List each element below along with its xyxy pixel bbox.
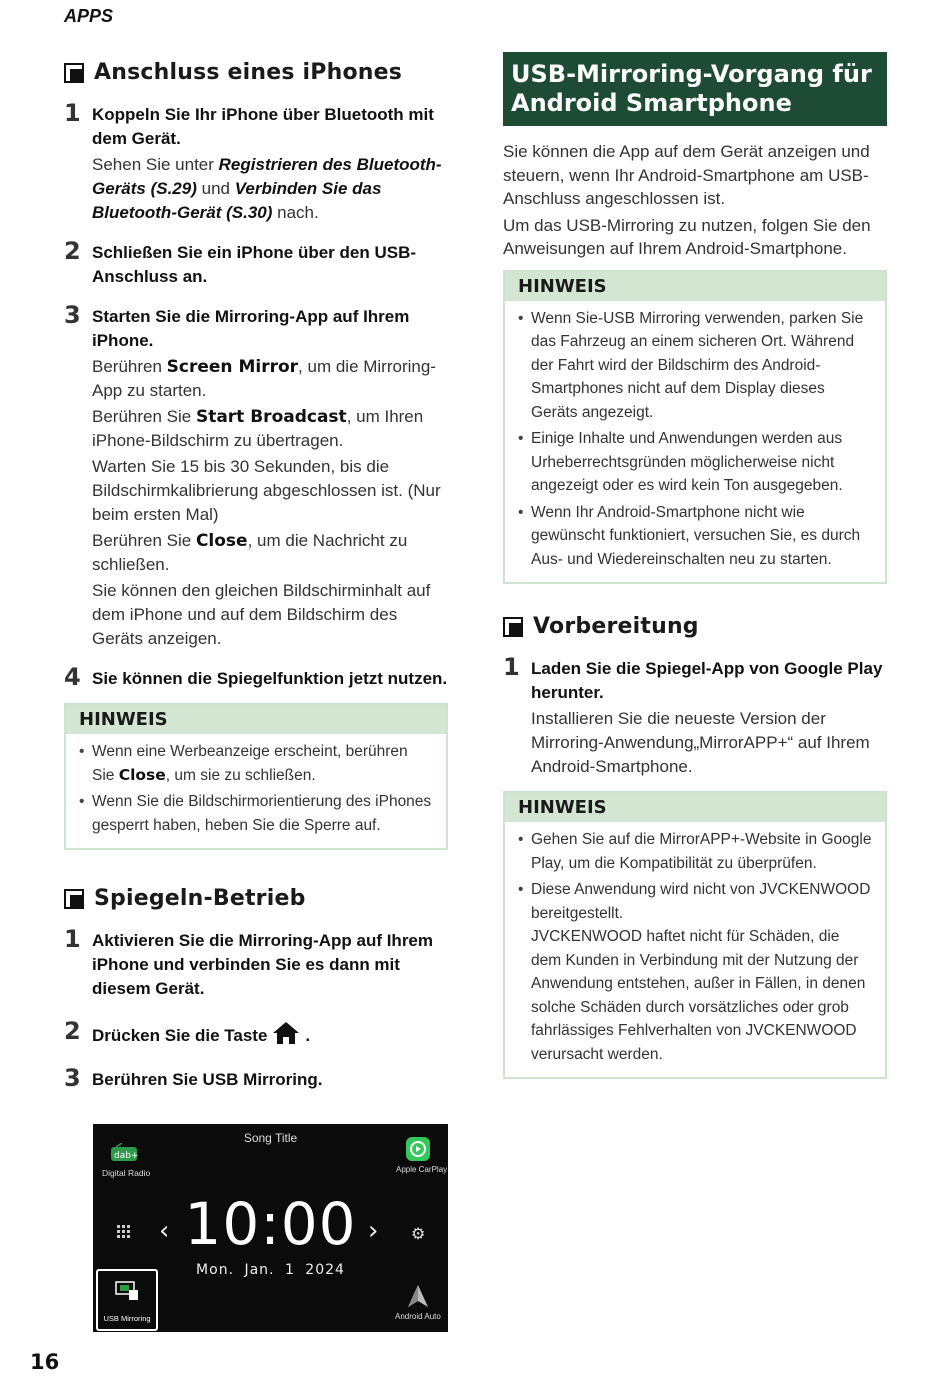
text: Berühren Sie	[92, 1070, 203, 1089]
step-title	[92, 1021, 448, 1052]
step-title: Laden Sie die Spiegel-App von Google Play herunter.	[531, 659, 883, 702]
note-item: • Wenn Ihr Android-Smartphone nicht wie gewünscht funktioniert, versuchen Sie, es durch Aus- und Wiedereinschalten neu zu starten.	[517, 501, 873, 572]
note-item: • Wenn Sie-USB Mirroring verwenden, parken Sie das Fahrzeug an einem sicheren Ort. Während der Fahrt wird der Bildschirm des Android-Smartphones nicht auf dem Display dieses Geräts angezeigt.	[517, 307, 873, 425]
step-4	[64, 663, 448, 691]
arrow-left-icon[interactable]: ‹	[159, 1216, 170, 1246]
text: Berühren Sie	[92, 407, 196, 426]
text: .	[305, 1026, 311, 1045]
step-title	[92, 1068, 448, 1092]
dab-radio-icon[interactable]	[110, 1143, 140, 1163]
section-square-icon	[64, 889, 84, 909]
text: Berühren	[92, 357, 167, 376]
android-auto-label: Android Auto	[395, 1312, 441, 1321]
step-2	[64, 1017, 448, 1052]
arrow-right-icon[interactable]: ›	[368, 1216, 379, 1246]
note-item: • Gehen Sie auf die MirrorAPP+-Website in Google Play, um die Kompatibilität zu überprüfen.	[517, 828, 873, 875]
note-heading: HINWEIS	[505, 272, 885, 301]
step-number: 3	[64, 1064, 81, 1092]
song-title: Song Title	[243, 1131, 298, 1145]
step-text: Warten Sie 15 bis 30 Sekunden, bis die Bildschirmkalibrierung abgeschlossen ist. (Nur beim ersten Mal)	[92, 457, 441, 524]
step-number: 1	[503, 653, 520, 681]
step-3	[64, 1064, 448, 1092]
step-title: Sie können die Spiegelfunktion jetzt nutzen.	[92, 669, 448, 688]
section-square-icon	[503, 617, 523, 637]
usb-mirroring-label: USB Mirroring	[202, 1070, 318, 1089]
step-number: 2	[64, 237, 81, 265]
clock-date: Mon. Jan. 1 2024	[196, 1262, 345, 1278]
text: Diese Anwendung wird nicht von JVCKENWOOD bereitgestellt.	[531, 881, 871, 922]
usb-mirroring-icon	[115, 1281, 139, 1301]
device-home-screen	[93, 1124, 448, 1332]
note-item	[517, 878, 873, 1066]
usb-mirroring-banner: USB-Mirroring-Vorgang für Android Smartphone	[503, 52, 887, 126]
page-number: 16	[30, 1350, 60, 1374]
step-number: 1	[64, 99, 81, 127]
text: JVCKENWOOD haftet nicht für Schäden, die dem Kunden in Verbindung mit der Nutzung der Anwendung entstehen, außer in Fällen, in denen solche Schäden durch vorsätzliches oder grob fahrlässiges Fehlverhalten von JVCKENWOOD verursacht werden.	[531, 928, 866, 1063]
text: , um die Nachricht zu schließen.	[92, 531, 408, 574]
text: nach.	[272, 203, 319, 222]
apple-carplay-icon[interactable]	[406, 1137, 430, 1161]
section-square-icon	[64, 63, 84, 83]
text: Sehen Sie unter	[92, 155, 219, 174]
clock-time: 10:00	[184, 1190, 357, 1258]
android-auto-icon[interactable]	[407, 1284, 429, 1308]
step-title: Aktivieren Sie die Mirroring-App auf Ihrem iPhone und verbinden Sie es dann mit diesem Gerät.	[92, 931, 434, 998]
usb-mirroring-label: USB Mirroring	[103, 1314, 151, 1323]
step-number: 3	[64, 301, 81, 329]
right-column	[503, 52, 887, 1079]
text: Drücken Sie die Taste	[92, 1026, 268, 1045]
home-icon	[271, 1021, 301, 1052]
paragraph: Sie können die App auf dem Gerät anzeigen und steuern, wenn Ihr Android-Smartphone am USB-Anschluss angeschlossen ist.	[503, 142, 870, 208]
screen-mirror-button-label: Screen Mirror	[166, 357, 299, 377]
reference-link[interactable]: Registrieren des Bluetooth-Geräts (S.29)	[92, 155, 442, 198]
close-button-label: Close	[118, 765, 166, 784]
text: , um sie zu schließen.	[165, 766, 316, 784]
text: .	[317, 1070, 323, 1089]
step-text: Sie können den gleichen Bildschirminhalt auf dem iPhone und auf dem Bildschirm des Geräts anzeigen.	[92, 581, 431, 648]
step-number: 4	[64, 663, 81, 691]
step-text: Installieren Sie die neueste Version der Mirroring-Anwendung„MirrorAPP+“ auf Ihrem Android-Smartphone.	[531, 709, 870, 776]
section-heading-mirroring	[64, 886, 448, 911]
section-heading-iphone	[64, 60, 448, 85]
note-box	[64, 703, 448, 850]
digital-radio-label: Digital Radio	[102, 1168, 151, 1178]
note-item	[78, 740, 434, 787]
step-text	[92, 405, 448, 453]
step-2	[64, 237, 448, 289]
step-1	[64, 99, 448, 225]
text: und	[196, 179, 235, 198]
close-button-label: Close	[195, 531, 248, 551]
text: Berühren Sie	[92, 531, 196, 550]
left-column	[64, 60, 448, 1092]
note-box	[503, 791, 887, 1079]
step-title: Starten Sie die Mirroring-App auf Ihrem iPhone.	[92, 307, 410, 350]
note-box	[503, 270, 887, 585]
step-text	[92, 355, 448, 403]
text: Wenn eine Werbeanzeige erscheint, berühren Sie	[92, 743, 408, 784]
dab-logo-text: dab+	[114, 1151, 139, 1161]
reference-link[interactable]: Verbinden Sie das Bluetooth-Gerät (S.30)	[92, 179, 382, 222]
step-text	[92, 153, 448, 225]
step-title: Koppeln Sie Ihr iPhone über Bluetooth mit dem Gerät.	[92, 105, 434, 148]
step-1	[64, 925, 448, 1001]
text: , um die Mirroring-App zu starten.	[92, 357, 436, 400]
note-heading: HINWEIS	[505, 793, 885, 822]
step-1	[503, 653, 887, 779]
section-title: Anschluss eines iPhones	[94, 60, 403, 85]
text: , um Ihren iPhone-Bildschirm zu übertragen.	[92, 407, 424, 450]
step-title: Schließen Sie ein iPhone über den USB-Anschluss an.	[92, 243, 417, 286]
step-number: 1	[64, 925, 81, 953]
step-3	[64, 301, 448, 651]
section-heading-preparation	[503, 614, 887, 639]
step-text	[92, 529, 448, 577]
section-title: Spiegeln-Betrieb	[94, 886, 306, 911]
section-title: Vorbereitung	[533, 614, 699, 639]
note-item: • Einige Inhalte und Anwendungen werden aus Urheberrechtsgründen möglicherweise nicht angezeigt oder es wird kein Ton ausgegeben.	[517, 427, 873, 498]
note-heading: HINWEIS	[66, 705, 446, 734]
start-broadcast-button-label: Start Broadcast	[195, 407, 347, 427]
apple-carplay-label: Apple CarPlay	[396, 1165, 448, 1174]
step-number: 2	[64, 1017, 81, 1045]
gear-icon[interactable]: ⚙	[411, 1224, 426, 1243]
paragraph: Um das USB-Mirroring zu nutzen, folgen Sie den Anweisungen auf Ihrem Android-Smartphone.	[503, 215, 871, 258]
usb-mirroring-button[interactable]	[96, 1269, 158, 1331]
note-item: • Wenn Sie die Bildschirmorientierung des iPhones gesperrt haben, heben Sie die Sperre auf.	[78, 790, 434, 837]
running-header: APPS	[64, 6, 114, 26]
